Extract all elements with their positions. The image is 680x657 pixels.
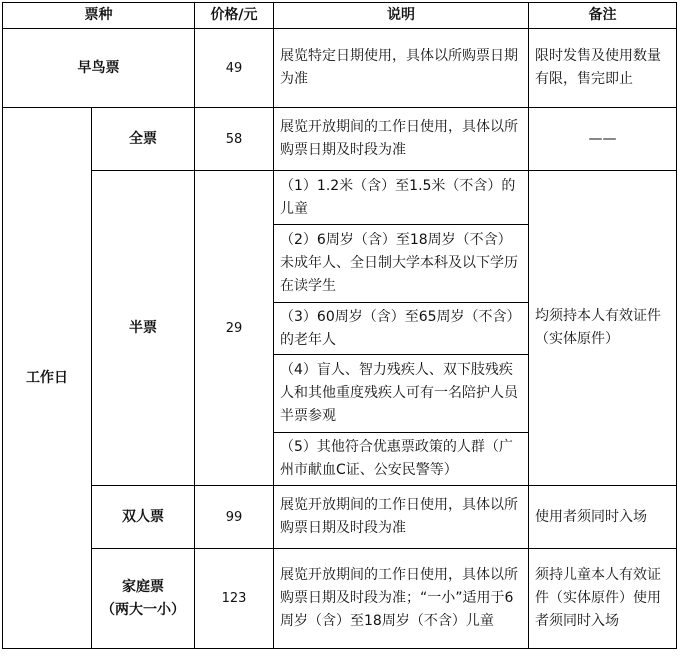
- header-row: [3, 3, 677, 29]
- weekday-group-label: 工作日: [3, 108, 92, 649]
- double-ticket-name: 双人票: [92, 486, 195, 549]
- half-ticket-condition: （4）盲人、智力残疾人、双下肢残疾人和其他重度残疾人可有一名陪护人员半票参观: [274, 355, 529, 433]
- row-family-ticket: [3, 549, 677, 649]
- half-ticket-condition: （5）其他符合优惠票政策的人群（广州市献血C证、公安民警等）: [274, 433, 529, 486]
- family-ticket-price: 123: [195, 549, 274, 649]
- full-ticket-description: 展览开放期间的工作日使用，具体以所购票日期及时段为准: [274, 108, 529, 171]
- row-full-ticket: [3, 108, 677, 171]
- row-double-ticket: [3, 486, 677, 549]
- early-bird-note: 限时发售及使用数量有限，售完即止: [529, 29, 677, 108]
- header-note: 备注: [529, 3, 677, 29]
- family-ticket-note: 须持儿童本人有效证件（实体原件）使用者须同时入场: [529, 549, 677, 649]
- full-ticket-name: 全票: [92, 108, 195, 171]
- half-ticket-condition: （2）6周岁（含）至18周岁（不含）未成年人、全日制大学本科及以下学历在读学生: [274, 225, 529, 303]
- row-early-bird: [3, 29, 677, 108]
- half-ticket-price: 29: [195, 171, 274, 486]
- half-ticket-condition: （1）1.2米（含）至1.5米（不含）的儿童: [274, 171, 529, 225]
- row-half-ticket-condition-1: [3, 171, 677, 225]
- family-ticket-name-line2: （两大一小）: [101, 601, 185, 618]
- header-ticket-type: 票种: [3, 3, 195, 29]
- family-ticket-name: [92, 549, 195, 649]
- double-ticket-description: 展览开放期间的工作日使用，具体以所购票日期及时段为准: [274, 486, 529, 549]
- early-bird-price: 49: [195, 29, 274, 108]
- full-ticket-price: 58: [195, 108, 274, 171]
- half-ticket-note: 均须持本人有效证件（实体原件）: [529, 171, 677, 486]
- family-ticket-name-line1: 家庭票: [122, 578, 164, 595]
- half-ticket-name: 半票: [92, 171, 195, 486]
- double-ticket-note: 使用者须同时入场: [529, 486, 677, 549]
- ticket-price-table: [2, 2, 677, 649]
- header-description: 说明: [274, 3, 529, 29]
- double-ticket-price: 99: [195, 486, 274, 549]
- family-ticket-description: 展览开放期间的工作日使用，具体以所购票日期及时段为准；“一小”适用于6周岁（含）至18周岁（不含）儿童: [274, 549, 529, 649]
- header-price: 价格/元: [195, 3, 274, 29]
- full-ticket-note: ——: [529, 108, 677, 171]
- early-bird-name: 早鸟票: [3, 29, 195, 108]
- early-bird-description: 展览特定日期使用，具体以所购票日期为准: [274, 29, 529, 108]
- half-ticket-condition: （3）60周岁（含）至65周岁（不含）的老年人: [274, 303, 529, 355]
